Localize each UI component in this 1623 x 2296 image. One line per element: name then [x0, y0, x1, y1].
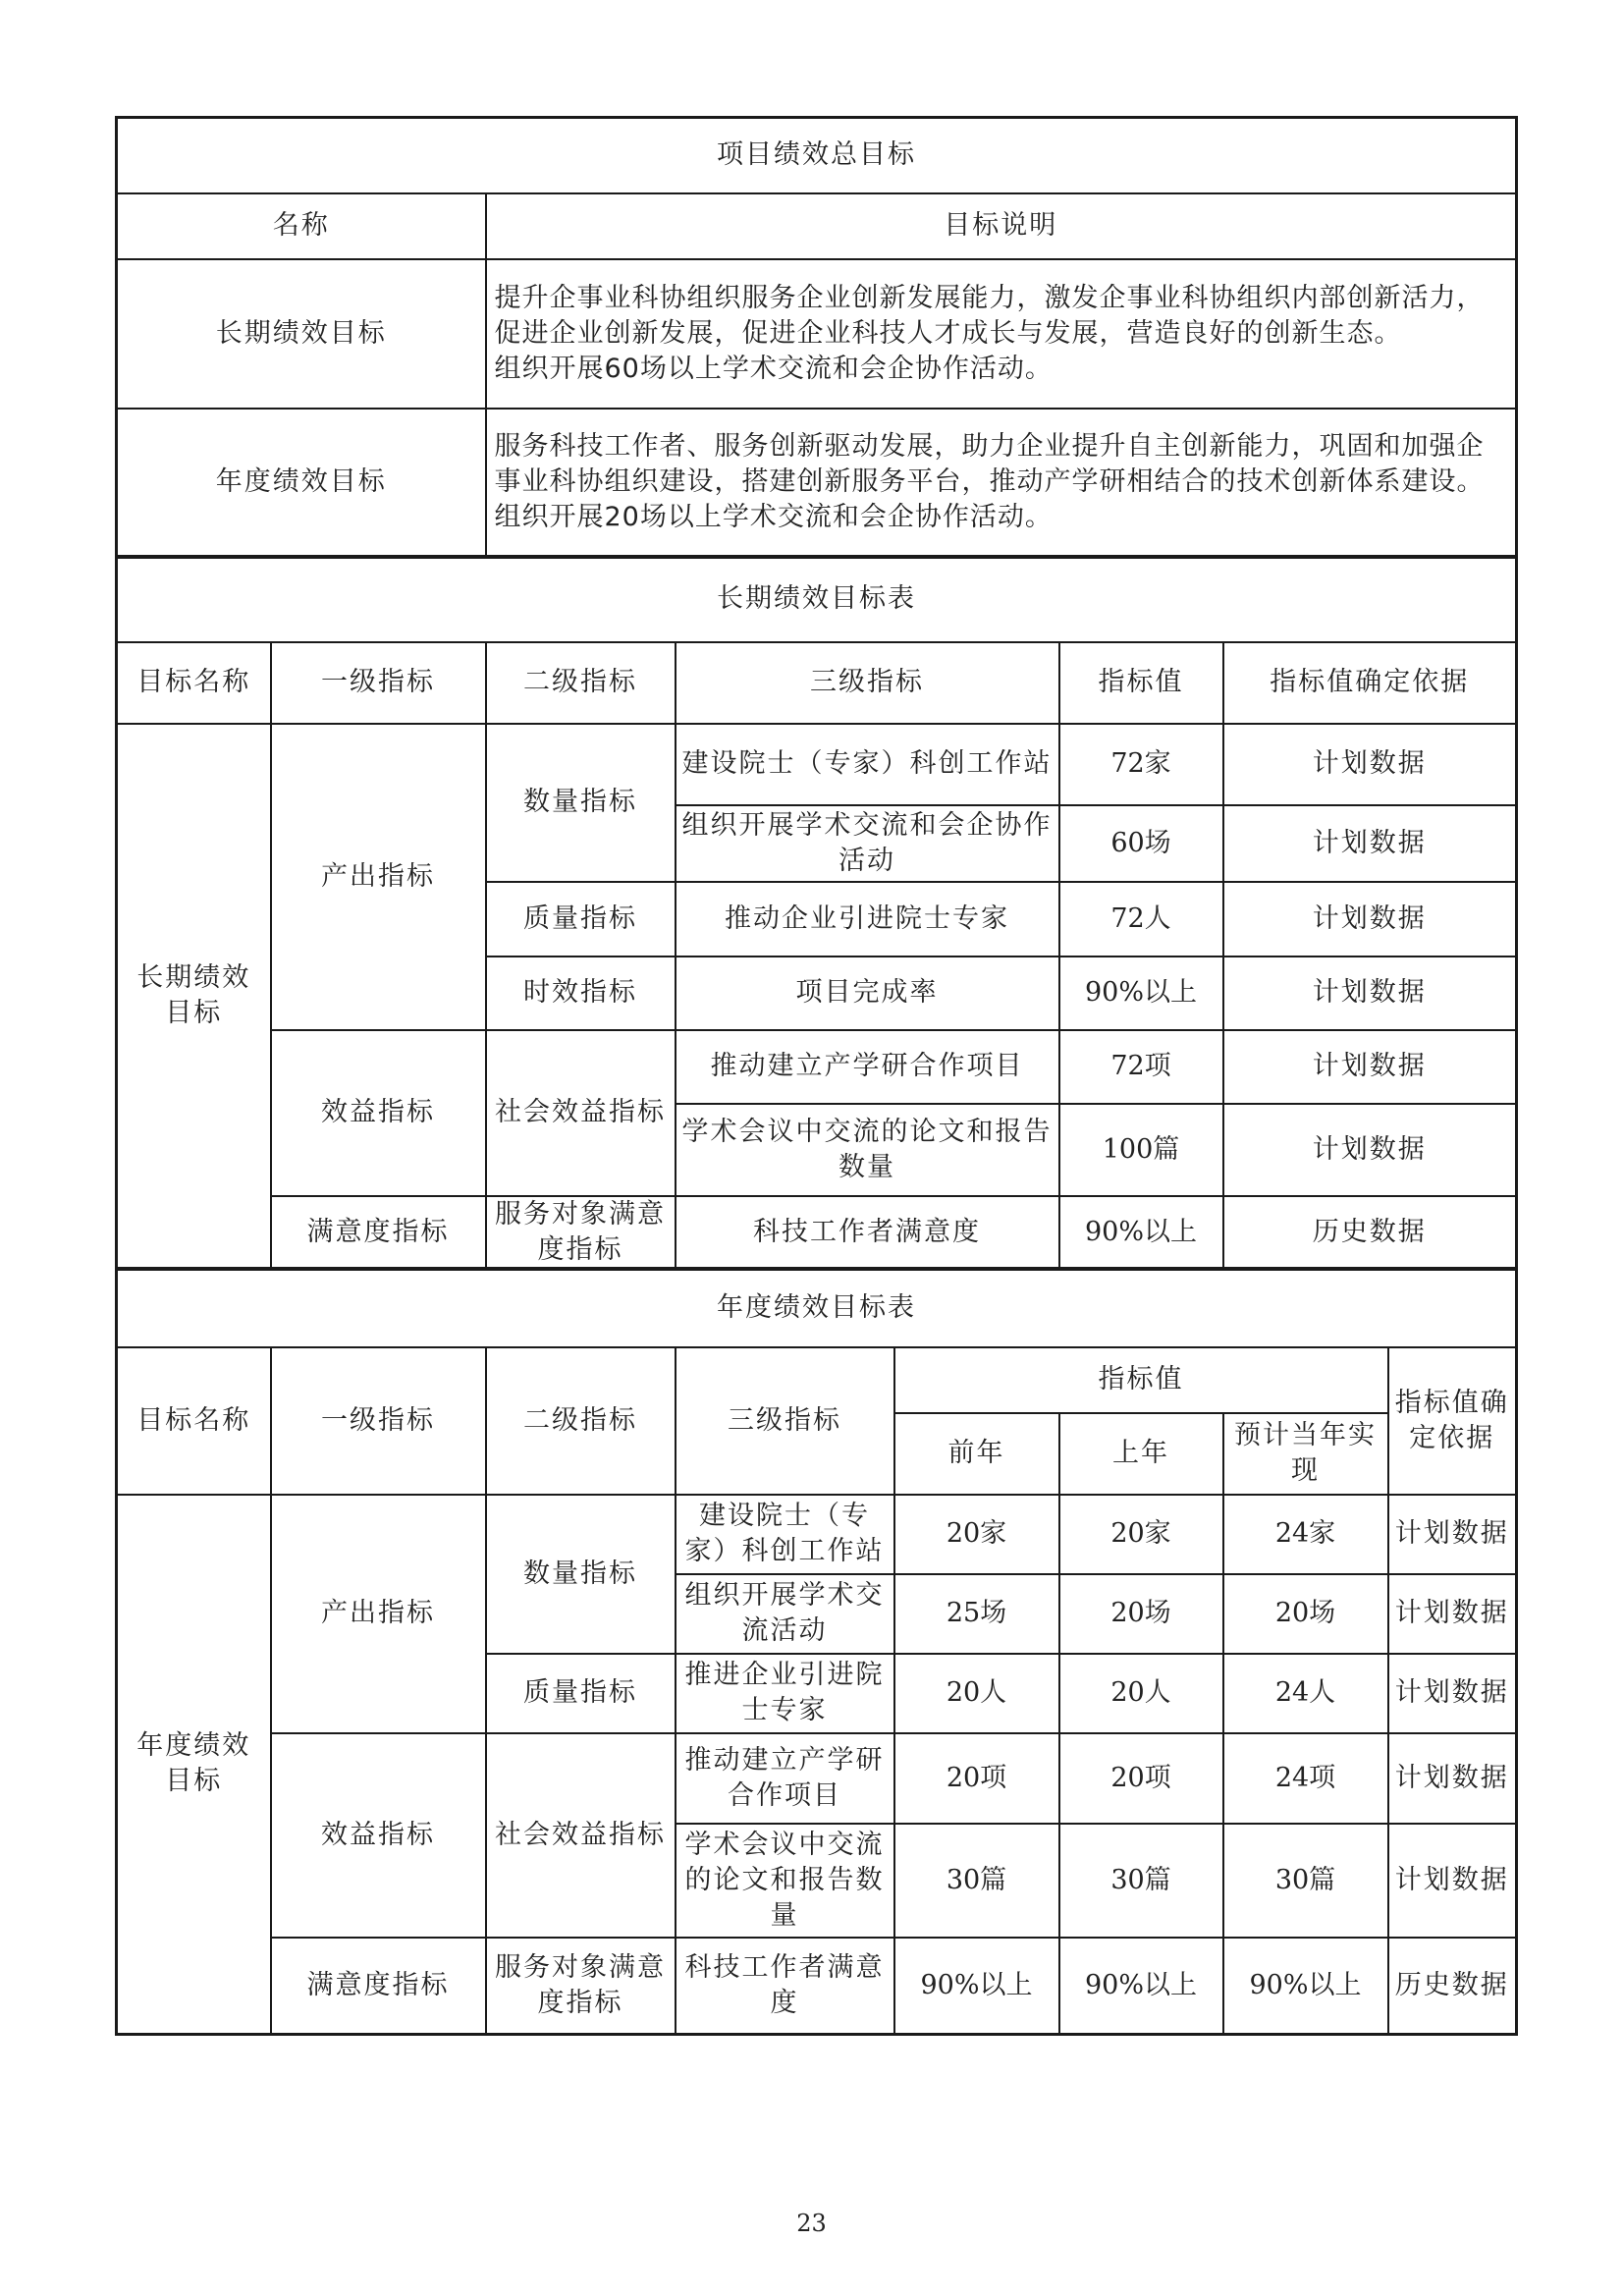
long-term-goal-label: 长期绩效目标: [117, 259, 486, 409]
value-cell: 90%以上: [1059, 957, 1223, 1030]
level2-cell: 社会效益指标: [486, 1733, 676, 1938]
level3-cell: 学术会议中交流的论文和报告数量: [676, 1104, 1059, 1196]
table-row: [117, 1495, 1517, 1574]
header-level3: 三级指标: [676, 1347, 894, 1495]
header-level3: 三级指标: [676, 642, 1059, 724]
level3-cell: 组织开展学术交流活动: [676, 1574, 894, 1654]
long-term-goal-desc: [486, 259, 1517, 409]
desc-line: 服务科技工作者、服务创新驱动发展，助力企业提升自主创新能力，巩固和加强企事业科协组织建设，搭建创新服务平台，推动产学研相结合的技术创新体系建设。: [494, 431, 1485, 498]
level3-cell: 推进企业引进院士专家: [676, 1654, 894, 1733]
long-term-goals-table: [115, 555, 1518, 1271]
annual-goal-label: 年度绩效目标: [117, 409, 486, 558]
overall-title: 项目绩效总目标: [117, 118, 1517, 193]
level2-cell: 服务对象满意度指标: [486, 1938, 676, 2035]
header-basis: 指标值确定依据: [1388, 1347, 1517, 1495]
prev2-cell: 25场: [894, 1574, 1059, 1654]
level2-cell: 数量指标: [486, 1495, 676, 1654]
basis-cell: 计划数据: [1223, 805, 1517, 882]
basis-cell: 计划数据: [1388, 1654, 1517, 1733]
header-level2: 二级指标: [486, 642, 676, 724]
prev1-cell: 20场: [1059, 1574, 1223, 1654]
basis-cell: 历史数据: [1223, 1196, 1517, 1270]
desc-line: 组织开展60场以上学术交流和会企协作活动。: [494, 353, 1053, 384]
desc-line: 组织开展20场以上学术交流和会企协作活动。: [494, 502, 1053, 533]
long-term-table-title: 长期绩效目标表: [117, 557, 1517, 642]
page-number: 23: [796, 2210, 827, 2237]
header-level2: 二级指标: [486, 1347, 676, 1495]
level3-cell: 科技工作者满意度: [676, 1938, 894, 2035]
overall-col-name: 名称: [117, 193, 486, 259]
header-prev2: 前年: [894, 1413, 1059, 1495]
level2-cell: 质量指标: [486, 882, 676, 957]
level1-cell: 满意度指标: [271, 1196, 486, 1270]
table-row: [117, 1030, 1517, 1104]
value-cell: 90%以上: [1059, 1196, 1223, 1270]
value-cell: 72项: [1059, 1030, 1223, 1104]
header-prev1: 上年: [1059, 1413, 1223, 1495]
current-cell: 24项: [1223, 1733, 1388, 1824]
goal-name-cell: 长期绩效目标: [117, 724, 271, 1270]
current-cell: 30篇: [1223, 1824, 1388, 1938]
level3-cell: 项目完成率: [676, 957, 1059, 1030]
level2-cell: 数量指标: [486, 724, 676, 882]
basis-cell: 计划数据: [1223, 957, 1517, 1030]
prev1-cell: 90%以上: [1059, 1938, 1223, 2035]
goal-name-cell: 年度绩效目标: [117, 1495, 271, 2035]
overall-col-desc: 目标说明: [486, 193, 1517, 259]
level3-cell: 组织开展学术交流和会企协作活动: [676, 805, 1059, 882]
prev2-cell: 20人: [894, 1654, 1059, 1733]
header-basis: 指标值确定依据: [1223, 642, 1517, 724]
level3-cell: 学术会议中交流的论文和报告数量: [676, 1824, 894, 1938]
prev1-cell: 30篇: [1059, 1824, 1223, 1938]
basis-cell: 历史数据: [1388, 1938, 1517, 2035]
desc-line: 提升企事业科协组织服务企业创新发展能力，激发企事业科协组织内部创新活力，促进企业创新发展，促进企业科技人才成长与发展，营造良好的创新生态。: [494, 282, 1485, 349]
header-goal-name: 目标名称: [117, 642, 271, 724]
prev2-cell: 30篇: [894, 1824, 1059, 1938]
header-current: 预计当年实现: [1223, 1413, 1388, 1495]
table-row: [117, 1733, 1517, 1824]
prev2-cell: 20项: [894, 1733, 1059, 1824]
header-level1: 一级指标: [271, 642, 486, 724]
current-cell: 20场: [1223, 1574, 1388, 1654]
level3-cell: 推动建立产学研合作项目: [676, 1733, 894, 1824]
prev2-cell: 90%以上: [894, 1938, 1059, 2035]
level1-cell: 效益指标: [271, 1733, 486, 1938]
current-cell: 24人: [1223, 1654, 1388, 1733]
level3-cell: 建设院士（专家）科创工作站: [676, 724, 1059, 805]
level1-cell: 产出指标: [271, 724, 486, 1030]
annual-table-title: 年度绩效目标表: [117, 1269, 1517, 1347]
basis-cell: 计划数据: [1223, 724, 1517, 805]
level2-cell: 质量指标: [486, 1654, 676, 1733]
header-level1: 一级指标: [271, 1347, 486, 1495]
value-cell: 100篇: [1059, 1104, 1223, 1196]
value-cell: 72家: [1059, 724, 1223, 805]
level3-cell: 推动建立产学研合作项目: [676, 1030, 1059, 1104]
level3-cell: 建设院士（专家）科创工作站: [676, 1495, 894, 1574]
header-value: 指标值: [1059, 642, 1223, 724]
level2-cell: 服务对象满意度指标: [486, 1196, 676, 1270]
prev1-cell: 20项: [1059, 1733, 1223, 1824]
basis-cell: 计划数据: [1388, 1495, 1517, 1574]
annual-goal-desc: [486, 409, 1517, 558]
level1-cell: 效益指标: [271, 1030, 486, 1196]
current-cell: 24家: [1223, 1495, 1388, 1574]
level1-cell: 满意度指标: [271, 1938, 486, 2035]
current-cell: 90%以上: [1223, 1938, 1388, 2035]
annual-goals-table: [115, 1267, 1518, 2036]
level3-cell: 推动企业引进院士专家: [676, 882, 1059, 957]
overall-goals-table: [115, 116, 1518, 559]
level1-cell: 产出指标: [271, 1495, 486, 1733]
basis-cell: 计划数据: [1223, 1104, 1517, 1196]
value-cell: 72人: [1059, 882, 1223, 957]
value-cell: 60场: [1059, 805, 1223, 882]
table-row: [117, 724, 1517, 805]
header-goal-name: 目标名称: [117, 1347, 271, 1495]
level2-cell: 社会效益指标: [486, 1030, 676, 1196]
basis-cell: 计划数据: [1223, 882, 1517, 957]
prev1-cell: 20家: [1059, 1495, 1223, 1574]
basis-cell: 计划数据: [1388, 1824, 1517, 1938]
prev2-cell: 20家: [894, 1495, 1059, 1574]
basis-cell: 计划数据: [1223, 1030, 1517, 1104]
table-row: [117, 1196, 1517, 1270]
basis-cell: 计划数据: [1388, 1574, 1517, 1654]
level3-cell: 科技工作者满意度: [676, 1196, 1059, 1270]
basis-cell: 计划数据: [1388, 1733, 1517, 1824]
level2-cell: 时效指标: [486, 957, 676, 1030]
prev1-cell: 20人: [1059, 1654, 1223, 1733]
header-value: 指标值: [894, 1347, 1388, 1413]
table-row: [117, 1938, 1517, 2035]
